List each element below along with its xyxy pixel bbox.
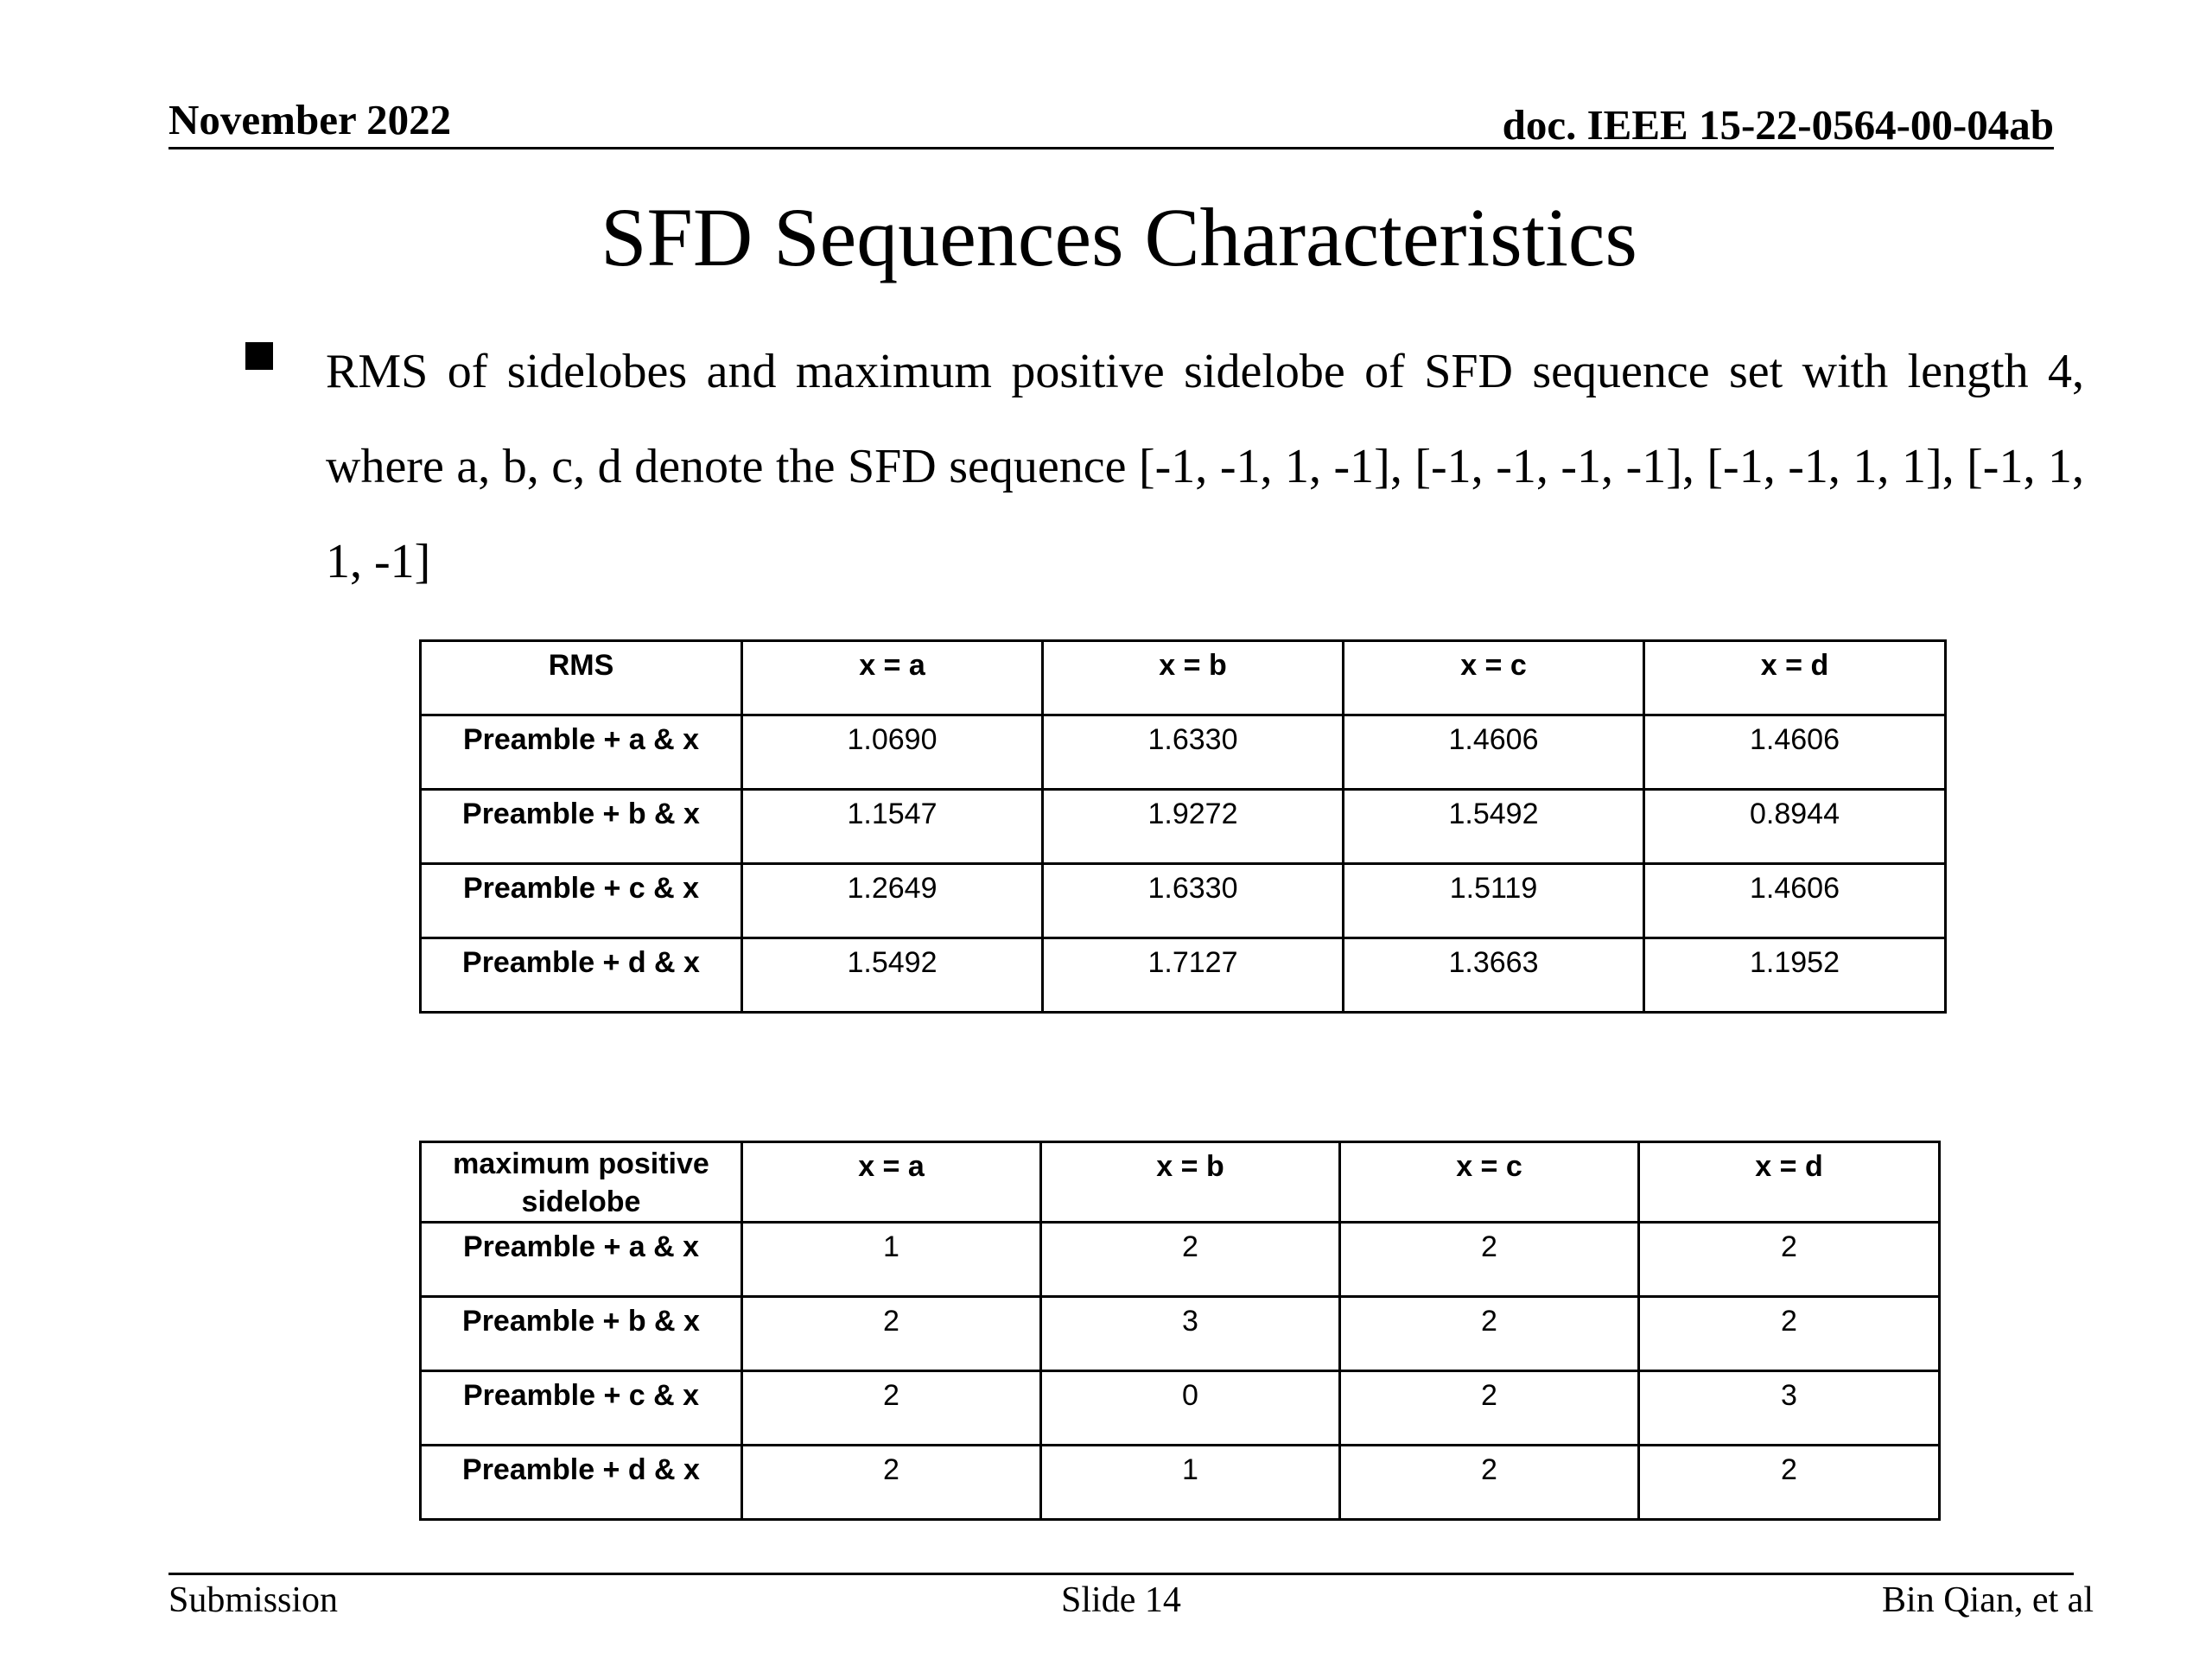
row-header: Preamble + a & x bbox=[421, 1223, 742, 1297]
row-header: Preamble + b & x bbox=[421, 1297, 742, 1371]
bullet-square-icon bbox=[245, 342, 273, 370]
column-header: x = d bbox=[1644, 641, 1946, 715]
table-cell: 1.7127 bbox=[1043, 938, 1344, 1013]
table-cell: 1.4606 bbox=[1644, 864, 1946, 938]
column-header: x = c bbox=[1340, 1142, 1639, 1223]
row-header: Preamble + c & x bbox=[421, 1371, 742, 1446]
table-cell: 2 bbox=[1639, 1446, 1940, 1520]
table-row bbox=[421, 790, 1946, 864]
table-cell: 1.0690 bbox=[742, 715, 1043, 790]
column-header: x = a bbox=[742, 641, 1043, 715]
table-cell: 0.8944 bbox=[1644, 790, 1946, 864]
footer-slide-number: Slide 14 bbox=[1061, 1580, 1181, 1620]
footer-divider bbox=[168, 1573, 2074, 1575]
footer-author: Bin Qian, et al bbox=[1882, 1580, 2094, 1620]
column-header: x = d bbox=[1639, 1142, 1940, 1223]
table-corner-cell: RMS bbox=[421, 641, 742, 715]
table-cell: 2 bbox=[1639, 1297, 1940, 1371]
header-doc-id: doc. IEEE 15-22-0564-00-04ab bbox=[1502, 101, 2054, 149]
row-header: Preamble + d & x bbox=[421, 1446, 742, 1520]
table-cell: 1.1952 bbox=[1644, 938, 1946, 1013]
table-cell: 2 bbox=[1340, 1297, 1639, 1371]
table-cell: 2 bbox=[1041, 1223, 1340, 1297]
table-cell: 3 bbox=[1639, 1371, 1940, 1446]
table-cell: 1.5492 bbox=[1344, 790, 1644, 864]
table-cell: 1 bbox=[1041, 1446, 1340, 1520]
table-cell: 1.5492 bbox=[742, 938, 1043, 1013]
column-header: x = c bbox=[1344, 641, 1644, 715]
table-row bbox=[421, 1223, 1940, 1297]
column-header: x = a bbox=[742, 1142, 1041, 1223]
bullet-text: RMS of sidelobes and maximum positive sidelobe of SFD sequence set with length 4, where a, b, c, d denote the SFD sequence [-1, -1, 1, -1], [-1, -1, -1, -1], [-1, -1, 1, 1], [-1, 1, 1, -1] bbox=[326, 345, 2084, 588]
table-row bbox=[421, 938, 1946, 1013]
table-cell: 2 bbox=[742, 1446, 1041, 1520]
table-header-row bbox=[421, 641, 1946, 715]
table-row bbox=[421, 1446, 1940, 1520]
table-cell: 1.6330 bbox=[1043, 864, 1344, 938]
table-cell: 1.5119 bbox=[1344, 864, 1644, 938]
table-cell: 1.4606 bbox=[1344, 715, 1644, 790]
table-cell: 1.4606 bbox=[1644, 715, 1946, 790]
rms-table bbox=[419, 639, 1947, 1014]
table-cell: 2 bbox=[1340, 1371, 1639, 1446]
table-cell: 1 bbox=[742, 1223, 1041, 1297]
slide-title: SFD Sequences Characteristics bbox=[601, 191, 1637, 283]
table-cell: 3 bbox=[1041, 1297, 1340, 1371]
table-cell: 0 bbox=[1041, 1371, 1340, 1446]
row-header: Preamble + d & x bbox=[421, 938, 742, 1013]
table-cell: 2 bbox=[1340, 1223, 1639, 1297]
table-cell: 1.9272 bbox=[1043, 790, 1344, 864]
table-row bbox=[421, 864, 1946, 938]
row-header: Preamble + c & x bbox=[421, 864, 742, 938]
table-corner-cell: maximum positive sidelobe bbox=[421, 1142, 742, 1223]
table-row bbox=[421, 1297, 1940, 1371]
table-cell: 2 bbox=[742, 1371, 1041, 1446]
column-header: x = b bbox=[1043, 641, 1344, 715]
row-header: Preamble + b & x bbox=[421, 790, 742, 864]
footer-submission: Submission bbox=[168, 1580, 339, 1620]
table-cell: 1.6330 bbox=[1043, 715, 1344, 790]
table-row bbox=[421, 1371, 1940, 1446]
header-divider bbox=[168, 147, 2054, 149]
table-cell: 2 bbox=[1639, 1223, 1940, 1297]
table-cell: 1.3663 bbox=[1344, 938, 1644, 1013]
table-cell: 1.2649 bbox=[742, 864, 1043, 938]
table-cell: 2 bbox=[742, 1297, 1041, 1371]
column-header: x = b bbox=[1041, 1142, 1340, 1223]
table-cell: 1.1547 bbox=[742, 790, 1043, 864]
table-cell: 2 bbox=[1340, 1446, 1639, 1520]
table-header-row bbox=[421, 1142, 1940, 1223]
header-date: November 2022 bbox=[168, 96, 452, 143]
table-row bbox=[421, 715, 1946, 790]
max-sidelobe-table bbox=[419, 1141, 1941, 1521]
row-header: Preamble + a & x bbox=[421, 715, 742, 790]
